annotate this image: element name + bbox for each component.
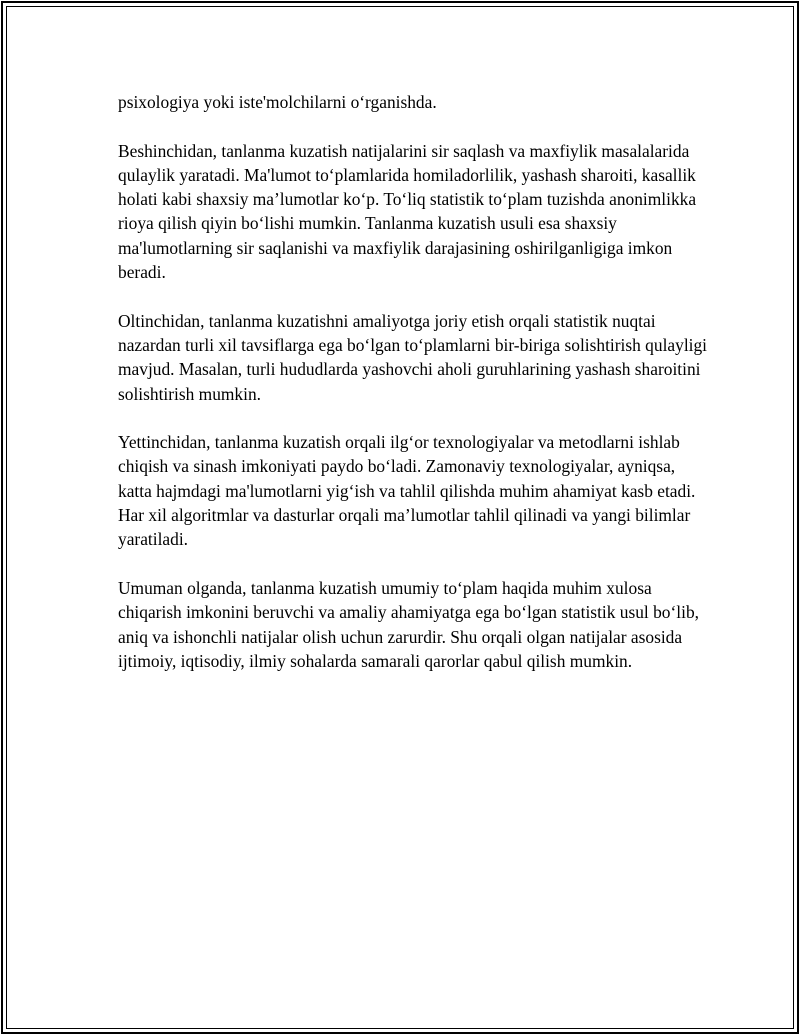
paragraph-seventh: Yettinchidan, tanlanma kuzatish orqali ilg‘or texnologiyalar va metodlarni ishlab chiqish va sinash imkoniyati paydo bo‘ladi. Zamonaviy texnologiyalar, ayniqsa, katta hajmdagi ma'lumotlarni yig‘ish va tahlil qilishda muhim ahamiyat kasb etadi. Har xil algoritmlar va dasturlar orqali ma’lumotlar tahlil qilinadi va yangi bilimlar yaratiladi. xyxy=(118,432,696,550)
paragraph-fifth: Beshinchidan, tanlanma kuzatish natijalarini sir saqlash va maxfiylik masalalarida qulaylik yaratadi. Ma'lumot to‘plamlarida homiladorlilik, yashash sharoiti, kasallik holati kabi shaxsiy ma’lumotlar ko‘p. To‘liq statistik to‘plam tuzishda anonimlikka rioya qilish qiyin bo‘lishi mumkin. Tanlanma kuzatish usuli esa shaxsiy ma'lumotlarning sir saqlanishi va maxfiylik darajasining oshirilganligiga imkon beradi. xyxy=(118,140,697,283)
paragraph-continuation: psixologiya yoki iste'molchilarni o‘rganishda. xyxy=(118,92,437,112)
paragraph-sixth: Oltinchidan, tanlanma kuzatishni amaliyotga joriy etish orqali statistik nuqtai nazardan turli xil tavsiflarga ega bo‘lgan to‘plamlarni bir-biriga solishtirish qulayligi mavjud. Masalan, turli hududlarda yashovchi aholi guruhlarining yashash sharoitini solishtirish mumkin. xyxy=(118,310,708,404)
document-body xyxy=(118,90,708,697)
paragraph-conclusion: Umuman olganda, tanlanma kuzatish umumiy to‘plam haqida muhim xulosa chiqarish imkonini beruvchi va amaliy ahamiyatga ega bo‘lgan statistik usul bo‘lib, aniq va ishonchli natijalar olish uchun zarurdir. Shu orqali olgan natijalar asosida ijtimoiy, iqtisodiy, ilmiy sohalarda samarali qarorlar qabul qilish mumkin. xyxy=(118,577,699,671)
